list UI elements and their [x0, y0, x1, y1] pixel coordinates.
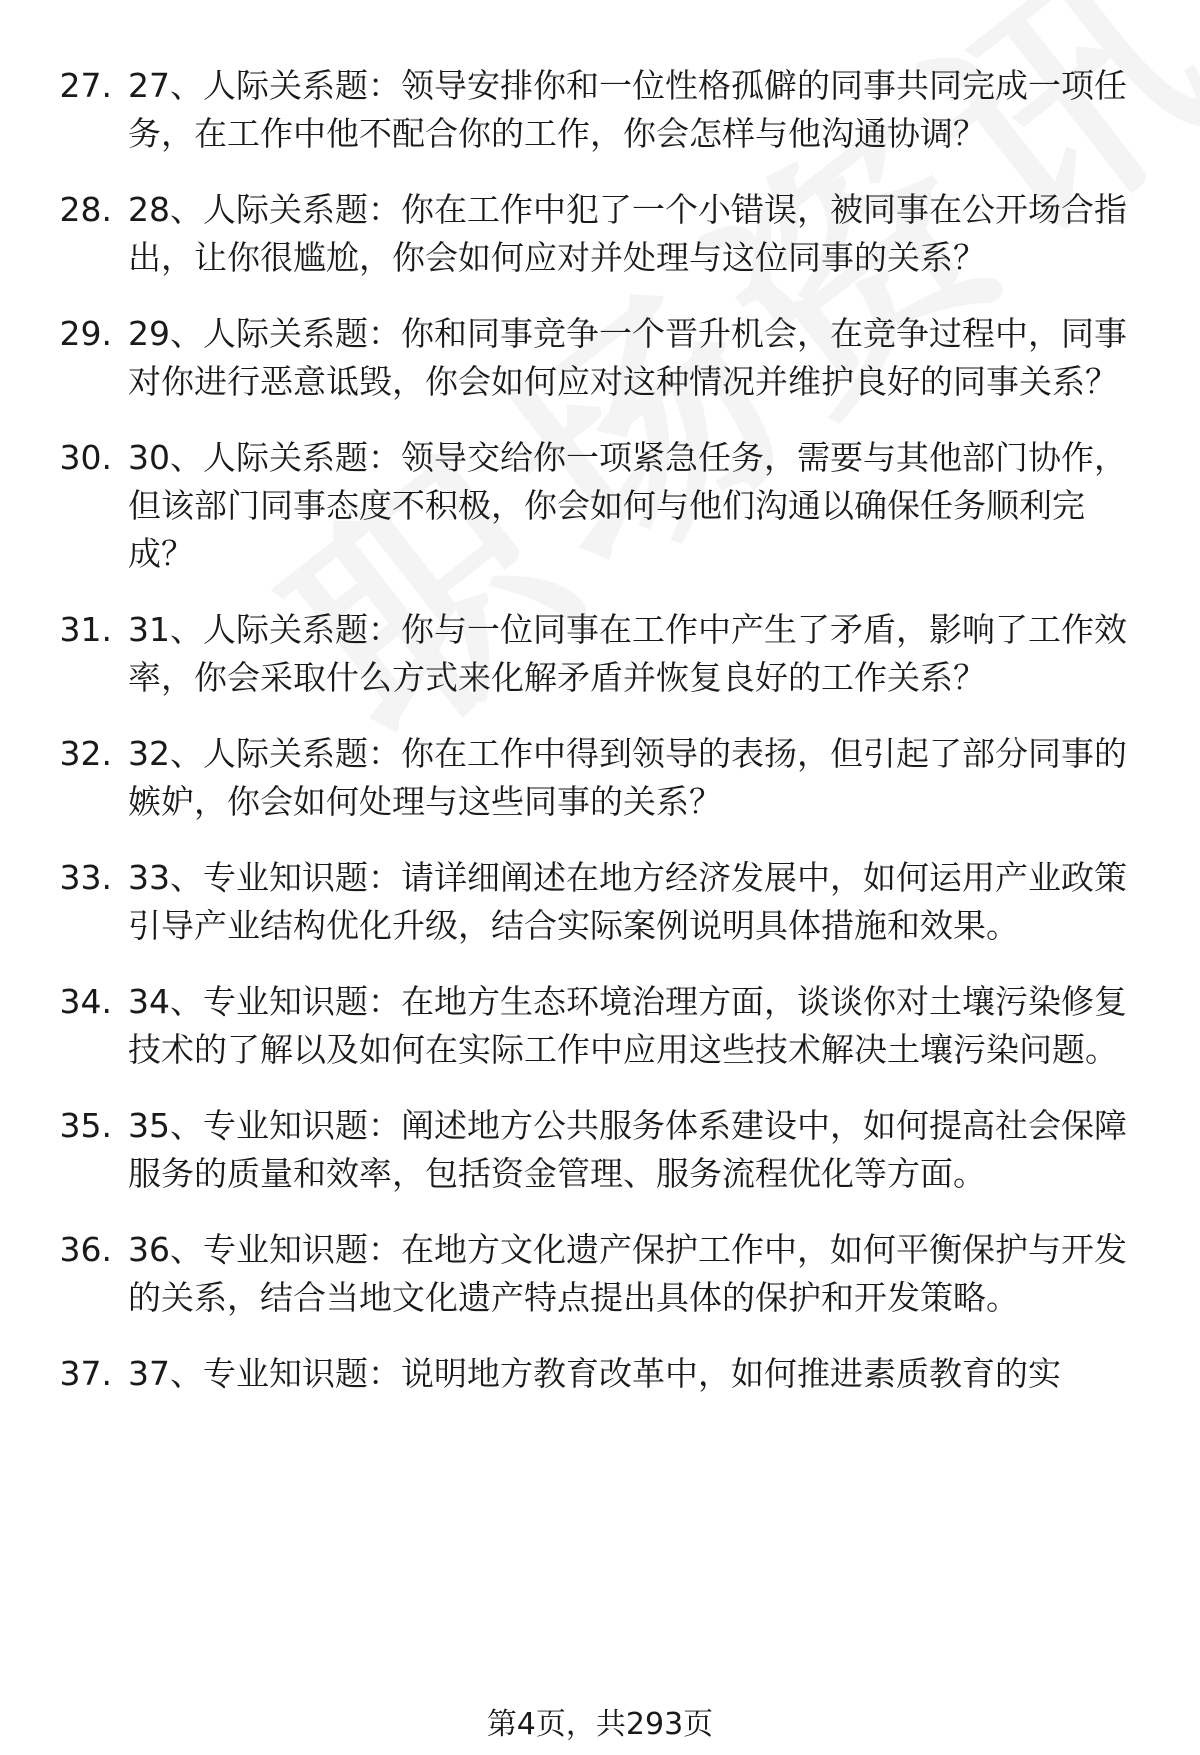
item-number: 32. [59, 734, 112, 773]
page-footer: 第4页，共293页 [486, 1707, 714, 1742]
item-number: 36. [59, 1230, 112, 1269]
list-item [0, 606, 1200, 702]
item-text: 36、专业知识题：在地方文化遗产保护工作中，如何平衡保护与开发的关系，结合当地文化遗产特点提出具体的保护和开发策略。 [128, 1230, 1127, 1317]
item-number: 31. [59, 610, 112, 649]
item-number: 29. [59, 314, 112, 353]
list-item [0, 978, 1200, 1074]
list-item [0, 854, 1200, 950]
item-number: 27. [59, 66, 112, 105]
list-item [0, 1102, 1200, 1198]
list-item [0, 310, 1200, 406]
item-number: 35. [59, 1106, 112, 1145]
item-text: 35、专业知识题：阐述地方公共服务体系建设中，如何提高社会保障服务的质量和效率，包括资金管理、服务流程优化等方面。 [128, 1106, 1127, 1193]
item-text: 34、专业知识题：在地方生态环境治理方面，谈谈你对土壤污染修复技术的了解以及如何在实际工作中应用这些技术解决土壤污染问题。 [128, 982, 1127, 1069]
list-item [0, 434, 1200, 578]
item-text: 31、人际关系题：你与一位同事在工作中产生了矛盾，影响了工作效率，你会采取什么方式来化解矛盾并恢复良好的工作关系？ [128, 610, 1127, 697]
item-number: 28. [59, 190, 112, 229]
list-item [0, 1350, 1200, 1398]
item-text: 28、人际关系题：你在工作中犯了一个小错误，被同事在公开场合指出，让你很尴尬，你会如何应对并处理与这位同事的关系？ [128, 190, 1127, 277]
item-number: 37. [59, 1354, 112, 1393]
item-text: 33、专业知识题：请详细阐述在地方经济发展中，如何运用产业政策引导产业结构优化升级，结合实际案例说明具体措施和效果。 [128, 858, 1127, 945]
list-item [0, 186, 1200, 282]
item-number: 34. [59, 982, 112, 1021]
list-item [0, 1226, 1200, 1322]
item-text: 29、人际关系题：你和同事竞争一个晋升机会，在竞争过程中，同事对你进行恶意诋毁，你会如何应对这种情况并维护良好的同事关系？ [128, 314, 1127, 401]
list-item [0, 730, 1200, 826]
item-text: 27、人际关系题：领导安排你和一位性格孤僻的同事共同完成一项任务，在工作中他不配合你的工作，你会怎样与他沟通协调？ [128, 66, 1127, 153]
question-list [0, 62, 1200, 1426]
item-number: 33. [59, 858, 112, 897]
item-text: 32、人际关系题：你在工作中得到领导的表扬，但引起了部分同事的嫉妒，你会如何处理与这些同事的关系？ [128, 734, 1127, 821]
item-text: 37、专业知识题：说明地方教育改革中，如何推进素质教育的实 [128, 1354, 1061, 1393]
item-text: 30、人际关系题：领导交给你一项紧急任务，需要与其他部门协作，但该部门同事态度不积极，你会如何与他们沟通以确保任务顺利完成？ [128, 438, 1127, 573]
item-number: 30. [59, 438, 112, 477]
list-item [0, 62, 1200, 158]
